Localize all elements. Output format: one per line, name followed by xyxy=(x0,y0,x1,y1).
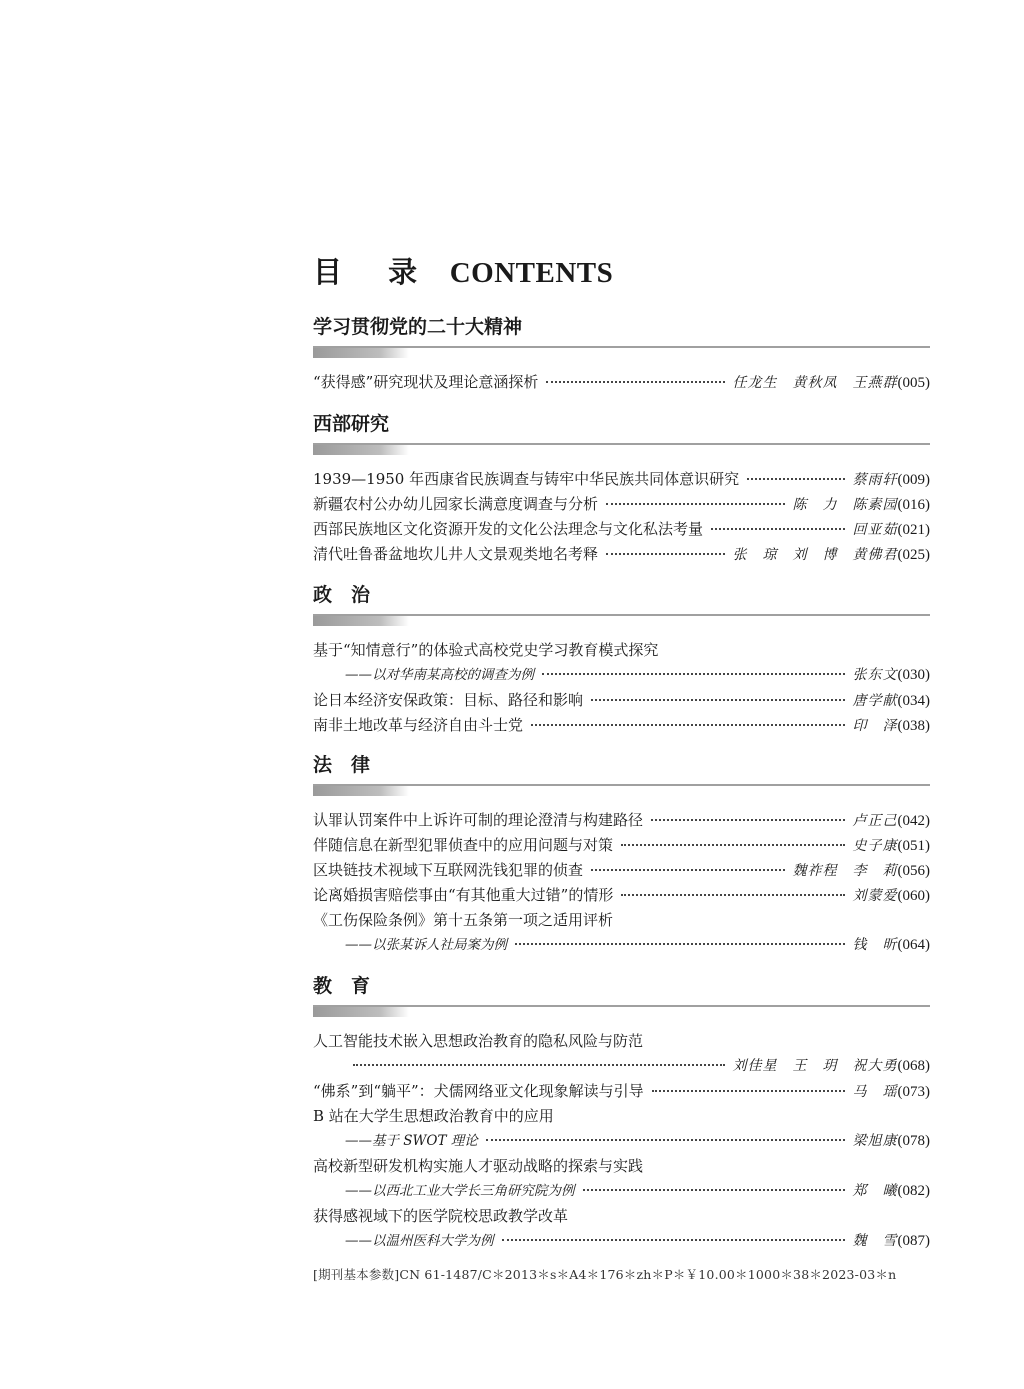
entry-title: “获得感”研究现状及理论意涵探析 xyxy=(313,373,539,391)
section-title: 法 律 xyxy=(313,754,371,776)
toc-entry[interactable] xyxy=(313,467,930,492)
section-bar xyxy=(313,348,409,358)
entry-list xyxy=(313,638,930,738)
section-title: 政 治 xyxy=(313,584,371,606)
toc-entry[interactable] xyxy=(313,1154,930,1204)
dot-leader xyxy=(542,673,845,675)
toc-entry[interactable] xyxy=(313,492,930,517)
entry-title: 伴随信息在新型犯罪侦查中的应用问题与对策 xyxy=(313,836,614,854)
entry-author: 张东文 xyxy=(852,667,898,683)
dot-leader xyxy=(486,1139,845,1141)
entry-page: (025) xyxy=(897,547,930,563)
section-law xyxy=(313,750,930,958)
toc-entry[interactable] xyxy=(313,808,930,833)
entry-page: (005) xyxy=(897,375,930,391)
entry-title: 论离婚损害赔偿事由“有其他重大过错”的情形 xyxy=(313,886,614,904)
entry-page: (056) xyxy=(897,863,930,879)
section-politics xyxy=(313,580,930,738)
entry-title: 获得感视域下的医学院校思政教学改革 xyxy=(313,1207,569,1225)
entry-page: (038) xyxy=(897,718,930,734)
dot-leader xyxy=(711,528,844,530)
entry-subtitle: ——以西北工业大学长三角研究院为例 xyxy=(345,1183,575,1199)
entry-subtitle: ——以张某诉人社局案为例 xyxy=(345,937,507,953)
entry-title: 新疆农村公办幼儿园家长满意度调查与分析 xyxy=(313,495,599,513)
dot-leader xyxy=(502,1239,845,1241)
entry-page: (051) xyxy=(897,838,930,854)
section-title: 西部研究 xyxy=(313,413,390,435)
entry-subtitle: ——基于 SWOT 理论 xyxy=(345,1133,478,1149)
dot-leader xyxy=(515,943,845,945)
entry-author: 卢正己 xyxy=(852,813,898,829)
entry-page: (034) xyxy=(897,693,930,709)
entry-page: (082) xyxy=(897,1183,930,1199)
toc-entry[interactable] xyxy=(313,370,930,395)
toc-entry[interactable] xyxy=(313,1104,930,1154)
entry-author: 印 泽 xyxy=(852,718,898,734)
entry-list xyxy=(313,808,930,958)
toc-entry[interactable] xyxy=(313,638,930,688)
entry-title: 论日本经济安保政策：目标、路径和影响 xyxy=(313,691,584,709)
entry-page: (064) xyxy=(897,937,930,953)
entry-author: 魏 雪 xyxy=(852,1233,898,1249)
section-west xyxy=(313,409,930,567)
section-header xyxy=(313,580,930,628)
dot-leader xyxy=(606,553,724,555)
toc-entry[interactable] xyxy=(313,858,930,883)
page-title xyxy=(313,250,613,291)
entry-title: B 站在大学生思想政治教育中的应用 xyxy=(313,1107,554,1125)
entry-author: 马 瑶 xyxy=(852,1084,898,1100)
entry-page: (060) xyxy=(897,888,930,904)
journal-parameters: [期刊基本参数]CN 61-1487/C＊2013＊s＊A4＊176＊zh＊P＊￥10.00＊1000＊38＊2023-03＊n xyxy=(313,1267,897,1282)
section-bar xyxy=(313,445,409,455)
dot-leader xyxy=(606,503,784,505)
entry-author: 魏祚程 李 莉 xyxy=(792,863,898,879)
entry-title: 南非土地改革与经济自由斗士党 xyxy=(313,716,524,734)
entry-title: 西部民族地区文化资源开发的文化公法理念与文化私法考量 xyxy=(313,520,704,538)
dot-leader xyxy=(591,699,844,701)
section-education xyxy=(313,971,930,1254)
entry-author: 张 琼 刘 博 黄佛君 xyxy=(732,547,898,563)
entry-title: 《工伤保险条例》第十五条第一项之适用评析 xyxy=(313,911,614,929)
toc-entry[interactable] xyxy=(313,517,930,542)
entry-author: 郑 曦 xyxy=(852,1183,898,1199)
toc-entry[interactable] xyxy=(313,908,930,958)
entry-author: 钱 昕 xyxy=(852,937,898,953)
toc-entry[interactable] xyxy=(313,883,930,908)
dot-leader xyxy=(651,819,844,821)
dot-leader xyxy=(747,478,844,480)
toc-entry[interactable] xyxy=(313,1079,930,1104)
toc-entry[interactable] xyxy=(313,833,930,858)
dot-leader xyxy=(591,869,784,871)
section-title: 教 育 xyxy=(313,975,371,997)
section-header xyxy=(313,750,930,798)
entry-page: (078) xyxy=(897,1133,930,1149)
entry-title: 清代吐鲁番盆地坎儿井人文景观类地名考释 xyxy=(313,545,599,563)
entry-author: 梁旭康 xyxy=(852,1133,898,1149)
toc-entry[interactable] xyxy=(313,542,930,567)
entry-author: 蔡雨轩 xyxy=(852,472,898,488)
entry-title: 1939—1950 年西康省民族调查与铸牢中华民族共同体意识研究 xyxy=(313,470,740,488)
entry-page: (021) xyxy=(897,522,930,538)
section-study xyxy=(313,312,930,395)
toc-entry[interactable] xyxy=(313,713,930,738)
entry-subtitle: ——以对华南某高校的调查为例 xyxy=(345,667,534,683)
dot-leader xyxy=(353,1064,725,1066)
entry-author: 刘蒙爱 xyxy=(852,888,898,904)
dot-leader xyxy=(621,844,844,846)
dot-leader xyxy=(546,381,724,383)
entry-author: 回亚茹 xyxy=(852,522,898,538)
entry-author: 陈 力 陈素园 xyxy=(792,497,898,513)
entry-title: 基于“知情意行”的体验式高校党史学习教育模式探究 xyxy=(313,641,659,659)
section-bar xyxy=(313,616,409,626)
entry-title: 区块链技术视域下互联网洗钱犯罪的侦查 xyxy=(313,861,584,879)
toc-entry[interactable] xyxy=(313,1029,930,1079)
entry-subtitle: ——以温州医科大学为例 xyxy=(345,1233,494,1249)
section-header xyxy=(313,971,930,1019)
section-header xyxy=(313,409,930,457)
dot-leader xyxy=(621,894,844,896)
entry-author: 史子康 xyxy=(852,838,898,854)
dot-leader xyxy=(531,724,844,726)
title-en: CONTENTS xyxy=(449,257,614,289)
entry-author: 唐学献 xyxy=(852,693,898,709)
entry-page: (042) xyxy=(897,813,930,829)
entry-list xyxy=(313,1029,930,1254)
dot-leader xyxy=(583,1189,845,1191)
entry-title: 人工智能技术嵌入思想政治教育的隐私风险与防范 xyxy=(313,1032,644,1050)
entry-page: (016) xyxy=(897,497,930,513)
section-bar xyxy=(313,1007,409,1017)
entry-page: (009) xyxy=(897,472,930,488)
entry-page: (030) xyxy=(897,667,930,683)
section-title: 学习贯彻党的二十大精神 xyxy=(313,316,523,338)
title-zh: 目 录 xyxy=(313,255,436,289)
entry-page: (068) xyxy=(897,1058,930,1074)
entry-page: (073) xyxy=(897,1084,930,1100)
section-header xyxy=(313,312,930,360)
entry-author: 任龙生 黄秋凤 王燕群 xyxy=(732,375,898,391)
entry-title: “佛系”到“躺平”：犬儒网络亚文化现象解读与引导 xyxy=(313,1082,644,1100)
entry-title: 认罪认罚案件中上诉许可制的理论澄清与构建路径 xyxy=(313,811,644,829)
entry-author: 刘佳星 王 玥 祝大勇 xyxy=(732,1058,898,1074)
entry-list xyxy=(313,467,930,567)
toc-entry[interactable] xyxy=(313,1204,930,1254)
entry-title: 高校新型研发机构实施人才驱动战略的探索与实践 xyxy=(313,1157,644,1175)
dot-leader xyxy=(652,1090,845,1092)
section-bar xyxy=(313,786,409,796)
entry-list xyxy=(313,370,930,395)
toc-entry[interactable] xyxy=(313,688,930,713)
entry-page: (087) xyxy=(897,1233,930,1249)
